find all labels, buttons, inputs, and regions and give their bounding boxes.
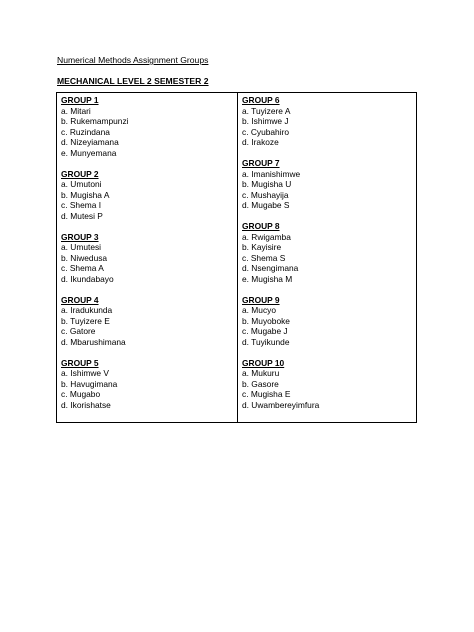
group-member: c. Cyubahiro bbox=[242, 126, 290, 137]
group-block bbox=[61, 95, 237, 158]
group-block bbox=[61, 358, 237, 411]
group-member: d. Nizeyiamana bbox=[61, 137, 119, 147]
group-title: GROUP 8 bbox=[242, 221, 280, 231]
group-block bbox=[61, 295, 237, 348]
group-title: GROUP 3 bbox=[61, 231, 99, 242]
group-member: c. Shema A bbox=[61, 263, 104, 273]
group-member: b. Havugimana bbox=[61, 378, 118, 389]
group-member: a. Mukuru bbox=[242, 368, 280, 378]
group-title: GROUP 1 bbox=[61, 95, 99, 105]
group-block bbox=[242, 221, 416, 284]
group-member: d. Mutesi P bbox=[61, 210, 103, 221]
group-member: d. Ikundabayo bbox=[61, 273, 114, 284]
document-subtitle: MECHANICAL LEVEL 2 SEMESTER 2 bbox=[57, 76, 209, 86]
group-member: c. Mugabe J bbox=[242, 326, 288, 336]
group-block bbox=[242, 95, 416, 148]
group-member: d. Nsengimana bbox=[242, 263, 299, 273]
group-member: b. Gasore bbox=[242, 378, 279, 389]
group-block bbox=[242, 358, 416, 411]
group-member: b. Niwedusa bbox=[61, 252, 108, 263]
group-title: GROUP 5 bbox=[61, 357, 99, 368]
group-title: GROUP 6 bbox=[242, 95, 280, 105]
group-member: d. Irakoze bbox=[242, 137, 279, 147]
group-member: a. Iradukunda bbox=[61, 305, 113, 315]
group-member: a. Rwigamba bbox=[242, 231, 291, 242]
group-member: c. Shema I bbox=[61, 200, 102, 210]
group-member: d. Mbarushimana bbox=[61, 336, 126, 347]
group-member: a. Imanishimwe bbox=[242, 168, 301, 179]
group-title: GROUP 2 bbox=[61, 168, 99, 179]
group-member: b. Mugisha U bbox=[242, 179, 292, 189]
groups-column-right bbox=[238, 93, 416, 422]
group-member: c. Gatore bbox=[61, 326, 96, 336]
group-title: GROUP 4 bbox=[61, 294, 99, 305]
group-member: e. Munyemana bbox=[61, 147, 117, 158]
group-member: a. Mitari bbox=[61, 105, 91, 116]
group-member: d. Tuyikunde bbox=[242, 336, 290, 347]
group-member: b. Kayisire bbox=[242, 242, 282, 252]
group-member: c. Ruzindana bbox=[61, 126, 110, 137]
group-title: GROUP 7 bbox=[242, 158, 280, 168]
group-member: b. Tuyizere E bbox=[61, 315, 110, 326]
group-member: d. Uwambereyimfura bbox=[242, 399, 320, 410]
group-member: b. Muyoboke bbox=[242, 315, 290, 326]
group-member: c. Mugabo bbox=[61, 389, 101, 399]
group-member: c. Shema S bbox=[242, 252, 286, 263]
groups-column-left bbox=[57, 93, 238, 422]
group-member: a. Tuyizere A bbox=[242, 105, 291, 116]
group-member: d. Mugabe S bbox=[242, 200, 290, 210]
group-member: a. Ishimwe V bbox=[61, 368, 109, 378]
document-title: Numerical Methods Assignment Groups bbox=[57, 55, 209, 65]
group-member: a. Mucyo bbox=[242, 305, 276, 315]
group-member: b. Mugisha A bbox=[61, 189, 110, 200]
group-block bbox=[61, 169, 237, 222]
group-member: c. Mushayija bbox=[242, 189, 289, 200]
group-member: a. Umutesi bbox=[61, 242, 102, 252]
group-member: b. Rukemampunzi bbox=[61, 116, 129, 126]
group-title: GROUP 9 bbox=[242, 294, 280, 305]
group-block bbox=[61, 232, 237, 285]
group-member: d. Ikorishatse bbox=[61, 399, 111, 410]
group-title: GROUP 10 bbox=[242, 357, 285, 368]
group-block bbox=[242, 295, 416, 348]
group-block bbox=[242, 158, 416, 211]
groups-table bbox=[56, 92, 417, 423]
group-member: a. Umutoni bbox=[61, 179, 102, 189]
group-member: c. Mugisha E bbox=[242, 389, 291, 399]
group-member: b. Ishimwe J bbox=[242, 116, 289, 126]
group-member: e. Mugisha M bbox=[242, 273, 293, 284]
